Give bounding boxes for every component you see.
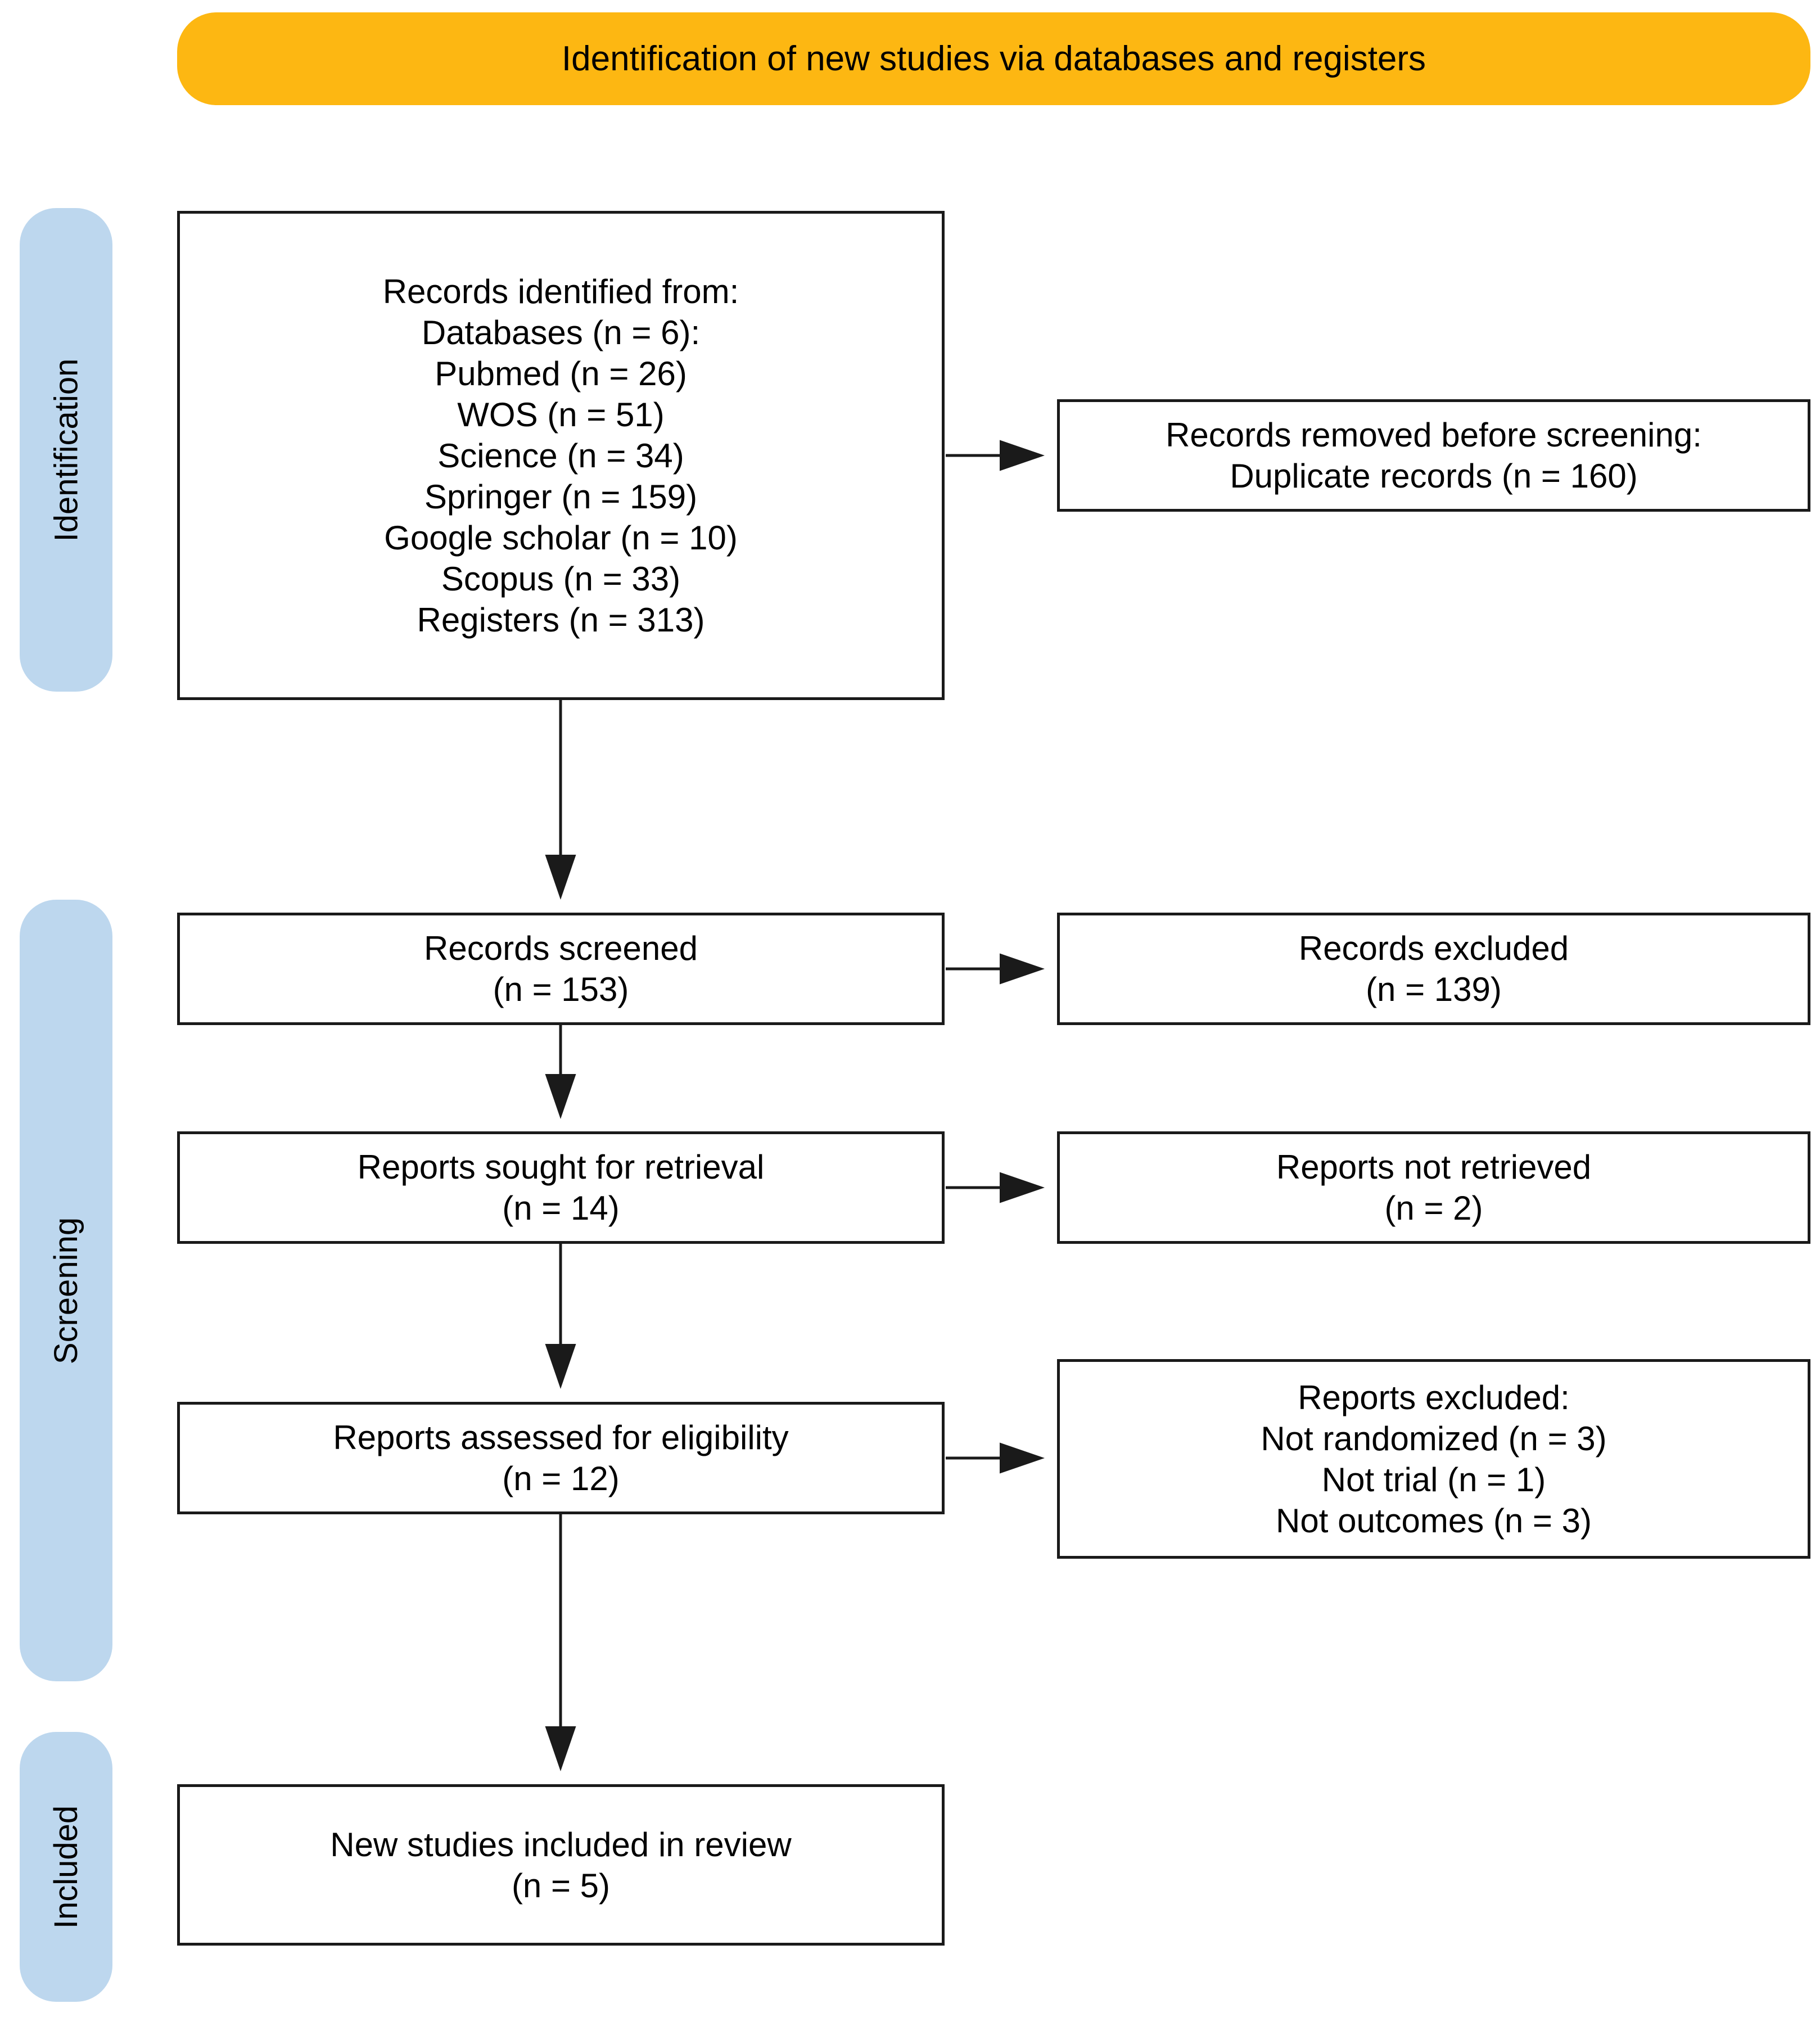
box-line: (n = 139)	[1366, 971, 1502, 1008]
box-line: (n = 5)	[511, 1866, 611, 1905]
box-reports-assessed	[177, 1402, 945, 1514]
box-line: Reports assessed for eligibility	[333, 1419, 789, 1456]
stage-label-text: Included	[48, 1805, 85, 1929]
stage-label-included	[20, 1732, 112, 2002]
box-reports-sought	[177, 1131, 945, 1244]
box-line: Reports excluded:	[1298, 1378, 1570, 1416]
box-line: Scopus (n = 33)	[441, 559, 681, 598]
box-line: Registers (n = 313)	[417, 601, 705, 639]
box-line: (n = 14)	[502, 1189, 620, 1227]
box-records-screened	[177, 913, 945, 1025]
box-line: Records excluded	[1298, 929, 1569, 967]
box-line: Reports sought for retrieval	[357, 1148, 765, 1186]
box-line: Duplicate records (n = 160)	[1230, 457, 1638, 495]
diagram-title: Identification of new studies via databases and registers	[561, 39, 1426, 78]
box-line: Databases (n = 6):	[421, 313, 701, 351]
box-line: New studies included in review	[330, 1825, 792, 1863]
box-line: (n = 153)	[493, 971, 629, 1008]
box-line: (n = 2)	[1384, 1189, 1483, 1227]
diagram-title-banner	[177, 12, 1810, 105]
box-records-identified	[177, 211, 945, 700]
box-line: Records identified from:	[382, 272, 739, 310]
box-new-studies-included	[177, 1784, 945, 1946]
box-line: Not outcomes (n = 3)	[1276, 1501, 1592, 1540]
box-records-excluded	[1057, 913, 1810, 1025]
stage-label-screening	[20, 900, 112, 1681]
box-line: Not trial (n = 1)	[1321, 1460, 1546, 1499]
stage-label-text: Identification	[48, 358, 84, 542]
box-line: Science (n = 34)	[437, 436, 684, 475]
box-records-removed	[1057, 399, 1810, 512]
box-line: (n = 12)	[502, 1460, 620, 1497]
box-line: Springer (n = 159)	[424, 477, 698, 516]
stage-label-text: Screening	[48, 1217, 85, 1364]
stage-label-identification	[20, 208, 112, 692]
box-line: Pubmed (n = 26)	[435, 354, 687, 392]
box-line: Records removed before screening:	[1166, 416, 1702, 454]
box-line: Records screened	[424, 929, 698, 967]
box-line: Not randomized (n = 3)	[1261, 1419, 1607, 1458]
box-reports-not-retrieved	[1057, 1131, 1810, 1244]
box-line: Google scholar (n = 10)	[384, 518, 738, 557]
box-line: Reports not retrieved	[1276, 1148, 1592, 1186]
box-reports-excluded	[1057, 1359, 1810, 1559]
box-line: WOS (n = 51)	[457, 395, 665, 434]
